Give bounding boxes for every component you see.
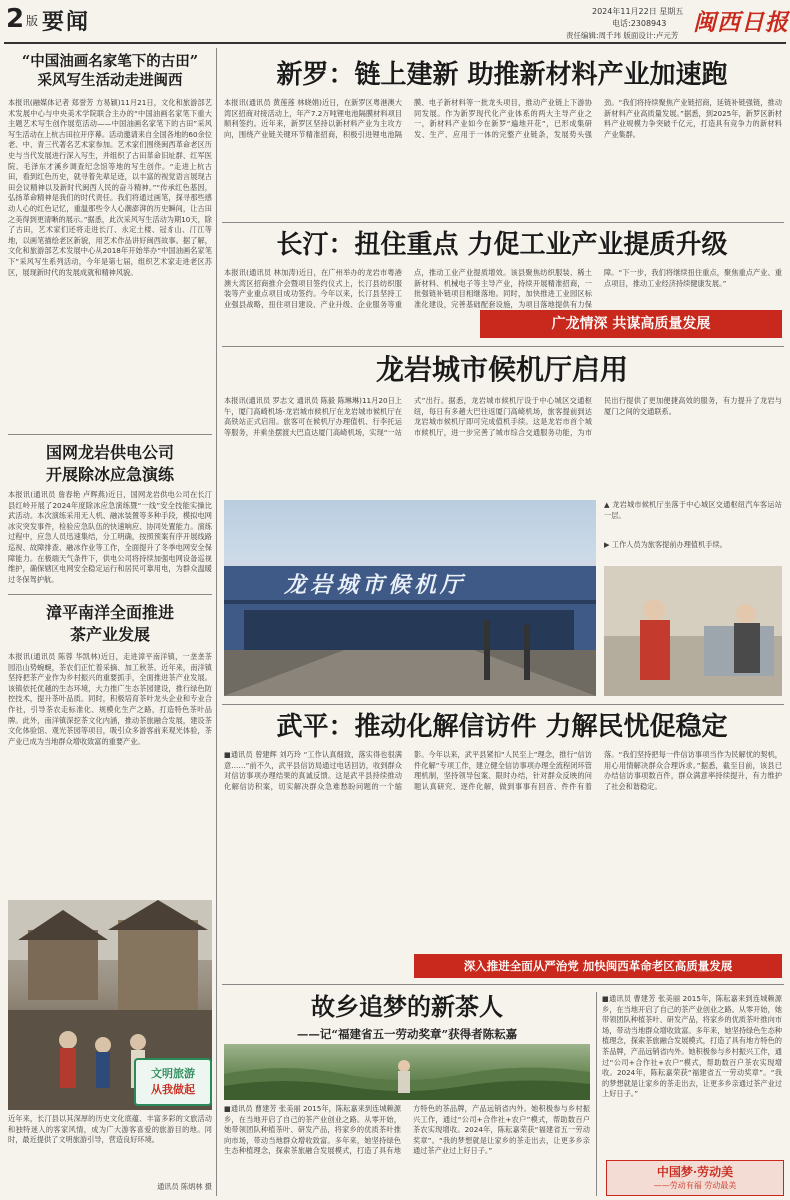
article-body: 本报讯(通讯员 黄莲莲 林晓娟)近日，在新罗区粤港澳大湾区招商对接活动上，年产7.2万吨锂电池隔膜材料项目顺利签约。近年来，新罗区坚持以新材料产业为主攻方向，围绕产业链关键环节精准招商，积极引进锂电池隔膜、电子新材料等一批龙头项目，推动产业链上下游协同发展。作为新罗现代化产业体系的两大主导产业之一，新材料产业如今在新罗“遍地开花”，已形成集研发、生产、应用于一体的完整产业链条，发展势头强劲。“我们将持续聚焦产业链招商，延链补链强链，推动新材料产业高质量发展。”据悉，到2025年，新罗区新材料产业规模力争突破千亿元，打造具有竞争力的新材料产业集群。 <box>224 98 782 139</box>
article-title: “中国油画名家笔下的古田” 采风写生活动走进闽西 <box>21 53 199 89</box>
article-title: 漳平南洋全面推进 茶产业发展 <box>45 603 174 644</box>
newspaper-logo: 闽西日报 <box>693 9 789 36</box>
terminal-building-photo <box>224 500 596 696</box>
masthead <box>0 0 790 44</box>
checkin-scene <box>604 566 782 696</box>
labor-tag-title: 中国梦·劳动美 <box>656 1165 734 1179</box>
photo-caption-staff: ▶ 工作人员为旅客提前办理值机手续。 <box>604 540 727 549</box>
article-body-continued: ■通讯员 曹建芳 张美丽 2015年，陈耘嘉来到连城赖源乡，在当地开启了自己的茶产业创业之路。从零开始，她带领团队种植茶叶、研发产品，将家乡的优质茶叶推向市场，带动当地群众增收致富。多年来，她坚持绿色生态种植理念，探索茶旅融合发展模式，打造了具有地方特色的茶品牌，产品远销省内外。她积极参与乡村振兴工作，通过“公司+合作社+农户”模式，帮助数百户茶农实现增收。2024年，陈耘嘉荣获“福建省五一劳动奖章”。“我的梦想就是让家乡的茶走出去，让更多乡亲通过茶产业过上好日子。” <box>602 994 782 1099</box>
tourism-photo <box>8 900 212 1110</box>
section-title: 要闻 <box>42 9 91 35</box>
masthead-phone: 电话:2308943 <box>612 19 667 28</box>
tag-line-1: 文明旅游 <box>151 1067 195 1080</box>
article-title: 新罗：链上建新 助推新材料产业加速跑 <box>276 60 728 90</box>
article-body: 本报讯(通讯员 罗志文 通讯员 陈毅 陈琳琳)11月20日上午，厦门高崎机场-龙岩城市候机厅在龙岩城市候机厅在高铁站正式启用。旅客可在候机厅办理值机、行李托运等服务，并乘坐摆渡大巴直达厦门高崎机场，实现“一站式”出行。据悉，龙岩城市候机厅设于中心城区交通枢纽，每日有多趟大巴往返厦门高崎机场，旅客提前到达龙岩城市候机厅即可完成值机手续。这是龙岩市首个城市候机厅，进一步完善了城市综合交通服务功能，为市民出行提供了更加便捷高效的服务，有力提升了龙岩与厦门之间的交通联系。 <box>224 396 782 437</box>
tag-line-2: 从我做起 <box>151 1083 195 1096</box>
masthead-editors: 责任编辑:周千玮 版面设计:卢元芳 <box>566 31 679 40</box>
article-body: 本报讯(通讯员 林加涛)近日，在广州举办的龙岩市粤港澳大湾区招商推介会暨项目签约仪式上，长汀县纺织服装等产业重点项目成功签约。今年以来，长汀县坚持工业强县战略，扭住项目建设、产业升级、企业服务等重点，推动工业产业提质增效。该县聚焦纺织服装、稀土新材料、机械电子等主导产业，持续开展精准招商，一批强链补链项目相继落地。同时，加快推进工业园区标准化建设，完善基础配套设施，为项目落地提供有力保障。“下一步，我们将继续扭住重点，聚焦重点产业、重点项目，推动工业经济持续健康发展。” <box>224 268 782 309</box>
tea-scene <box>224 1044 590 1100</box>
page-number: 2 <box>6 4 25 34</box>
checkin-staff-photo <box>604 566 782 696</box>
labor-tag <box>606 1160 784 1196</box>
article-title: 龙岩城市候机厅启用 <box>375 353 628 386</box>
article-subtitle: ——记“福建省五一劳动奖章”获得者陈耘嘉 <box>296 1027 518 1041</box>
tea-garden-photo <box>224 1044 590 1100</box>
photo-credit: 通讯员 陈炳林 摄 <box>157 1182 212 1191</box>
article-title: 长汀：扭住重点 力促工业产业提质升级 <box>276 230 728 260</box>
article-body: 本报讯(通讯员 陈蓉 华凯林)近日，走进漳平南洋镇，一垄垄茶园沿山势蜿蜒，茶农们正忙着采摘、加工秋茶。近年来，南洋镇坚持把茶产业作为乡村振兴的重要抓手，全面推进茶产业发展。该镇依托优越的生态环境，大力推广生态茶园建设，推行绿色防控技术，提升茶叶品质。同时，积极培育茶叶龙头企业和专业合作社，引导茶农走标准化、规模化生产之路，打造特色茶叶品牌。此外，南洋镇深挖茶文化内涵，推动茶旅融合发展，建设茶文化体验馆、观光茶园等项目，吸引众多游客前来观光体验，茶产业已成为当地群众增收致富的重要产业。 <box>8 652 212 746</box>
banner-party: 深入推进全面从严治党 加快闽西革命老区高质量发展 <box>414 954 782 978</box>
article-body: ■通讯员 曾建辉 刘巧玲 “工作认真细致，落实得也很满意……”前不久，武平县信访局通过电话回访，收到群众对信访事项办理结果的真诚反馈。这是武平县持续推动化解信访积案，切实解决群众急难愁盼问题的一个缩影。今年以来，武平县紧扣“人民至上”理念，推行“信访件化解”专项工作，建立健全信访事项办理全流程闭环管理机制，坚持领导包案、限时办结，针对群众反映的问题认真研究、逐件化解，做到事事有回音、件件有着落。“我们坚持把每一件信访事项当作为民解忧的契机，用心用情解决群众合理诉求。”据悉，截至目前，该县已办结信访事项数百件，群众满意率持续提升，有力维护了社会和谐稳定。 <box>224 750 782 791</box>
article-title: 故乡追梦的新茶人 <box>311 992 503 1021</box>
photo-caption-building: ▲ 龙岩城市候机厅坐落于中心城区交通枢纽汽车客运站一层。 <box>604 500 782 520</box>
masthead-date: 2024年11月22日 星期五 <box>592 7 684 16</box>
article-title: 国网龙岩供电公司 开展除冰应急演练 <box>45 443 174 484</box>
labor-tag-sub: ——劳动有福 劳动最美 <box>653 1181 737 1190</box>
page-label: 版 <box>26 14 39 28</box>
civilized-tourism-tag <box>134 1058 212 1106</box>
article-title: 武平：推动化解信访件 力解民忧促稳定 <box>276 712 728 742</box>
article-body: 本报讯(融媒体记者 郑誉芳 方易颖)11月21日，文化和旅游部艺术发展中心与中央美术学院联合主办的“中国油画名家笔下重大主题艺术写生创作展览活动——中国油画名家笔下的古田”采风写生活动在上杭古田拉开序幕。活动邀请来自全国各地的60余位老、中、青三代著名艺术家参加。艺术家们围绕闽西革命老区历史与当代发展进行深入写生，并组织了古田革命旧址群、红军医院、毛泽东才溪乡调查纪念馆等地的写生创作。“走进上杭古田，看到红色历史，就寻着先辈足迹，以丰富的视觉语言展现古田会议精神以及新时代闽西人民的奋斗精神。”“传承红色基因，弘扬革命精神是我们的时代责任。我们将通过画笔，探寻那些感动人心的红色记忆，重温那些令人心潮澎湃的历史瞬间，让古田之美得到更清晰的展示。”据悉，此次采风写生活动为期10天，除了古田，艺术家们还将走进长汀、永定土楼、冠豸山、汀江等地，以画笔描绘老区新貌，用艺术作品讲好闽西故事。据了解，文化和旅游部艺术发展中心从2018年开始举办“中国油画名家笔下”采风写生系列活动，今年是第七届，组织艺术家走进老区苏区，展现新时代的发展成就和精神风貌。 <box>8 98 212 277</box>
banner-guanglong: 广龙情深 共谋高质量发展 <box>480 310 782 338</box>
article-body: 本报讯(通讯员 詹春艳 卢辉燕)近日，国网龙岩供电公司在长汀县红岭开展了2024年度除冰应急演练暨“一线”安全技能实操比武活动。本次演练采用无人机、融冰装置等多种手段，模拟电网冰灾突发事件，检验应急队伍的快速响应、协同处置能力。演练过程中，应急人员迅速集结，分工明确，按照预案有序开展线路巡视、故障排查、融冰作业等工作，全面提升了冬季电网安全保障能力。在极端天气条件下，供电公司将持续加强电网设备巡视维护，确保辖区电网安全稳定运行和居民可靠用电，为群众温暖过冬保驾护航。 <box>8 490 212 584</box>
photo-caption: 近年来，长汀县以其深厚的历史文化底蕴、丰富多彩的文旅活动和独特迷人的客家风情，成为广大游客喜爱的旅游目的地。同时，最近提供了文明旅游引导，营造良好环境。 <box>8 1114 212 1145</box>
article-body: ■通讯员 曹建芳 张美丽 2015年，陈耘嘉来到连城赖源乡，在当地开启了自己的茶产业创业之路。从零开始，她带领团队种植茶叶、研发产品，将家乡的优质茶叶推向市场，带动当地群众增收致富。多年来，她坚持绿色生态种植理念，探索茶旅融合发展模式，打造了具有地方特色的茶品牌，产品远销省内外。她积极参与乡村振兴工作，通过“公司+合作社+农户”模式，帮助数百户茶农实现增收。2024年，陈耘嘉荣获“福建省五一劳动奖章”。“我的梦想就是让家乡的茶走出去，让更多乡亲通过茶产业过上好日子。” <box>224 1104 590 1156</box>
terminal-sign: 龙岩城市候机厅 <box>284 572 467 598</box>
